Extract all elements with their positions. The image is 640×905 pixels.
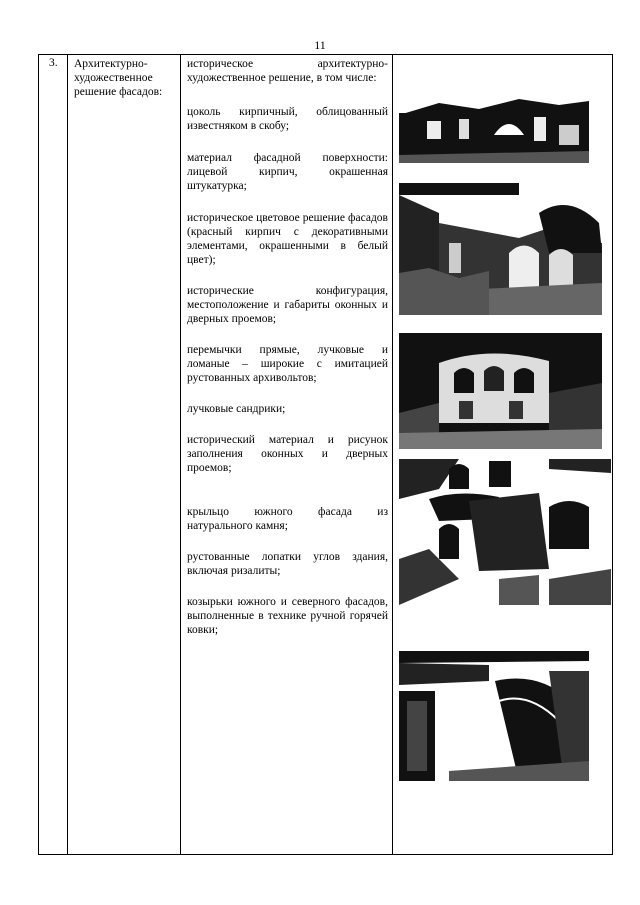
row-name: Архитектурно-художественное решение фасадов: — [68, 55, 181, 855]
list-item: исторический материал и рисунок заполнения оконных и дверных проемов; — [187, 434, 388, 474]
list-item: крыльцо южного фасада из натурального камня; — [187, 506, 388, 532]
list-item: историческое архитектурно-художественное решение, в том числе: — [187, 58, 388, 84]
table-row — [39, 55, 613, 855]
building-photo-icon — [399, 333, 602, 449]
row-index: 3. — [39, 55, 68, 855]
building-photo-icon — [399, 459, 611, 605]
list-item: лучковые сандрики; — [187, 403, 286, 415]
list-item: козырьки южного и северного фасадов, выполненные в технике ручной горячей ковки; — [187, 596, 388, 636]
list-item: материал фасадной поверхности: лицевой кирпич, окрашенная штукатурка; — [187, 152, 388, 192]
photos-cell — [393, 55, 613, 855]
row-description — [181, 55, 393, 855]
list-item: исторические конфигурация, местоположение и габариты оконных и дверных проемов; — [187, 285, 388, 325]
specification-table — [38, 54, 613, 855]
list-item: рустованные лопатки углов здания, включая ризалиты; — [187, 551, 388, 577]
building-photo-icon — [399, 651, 589, 781]
building-photo-icon — [399, 95, 589, 163]
list-item: историческое цветовое решение фасадов (красный кирпич с декоративными элементами, окрашенными в белый цвет); — [187, 212, 388, 266]
page-number: 11 — [314, 38, 326, 52]
list-item: перемычки прямые, лучковые и ломаные – широкие с имитацией рустованных архивольтов; — [187, 344, 388, 384]
list-item: цоколь кирпичный, облицованный известняком в скобу; — [187, 106, 388, 132]
building-photo-icon — [399, 183, 602, 315]
